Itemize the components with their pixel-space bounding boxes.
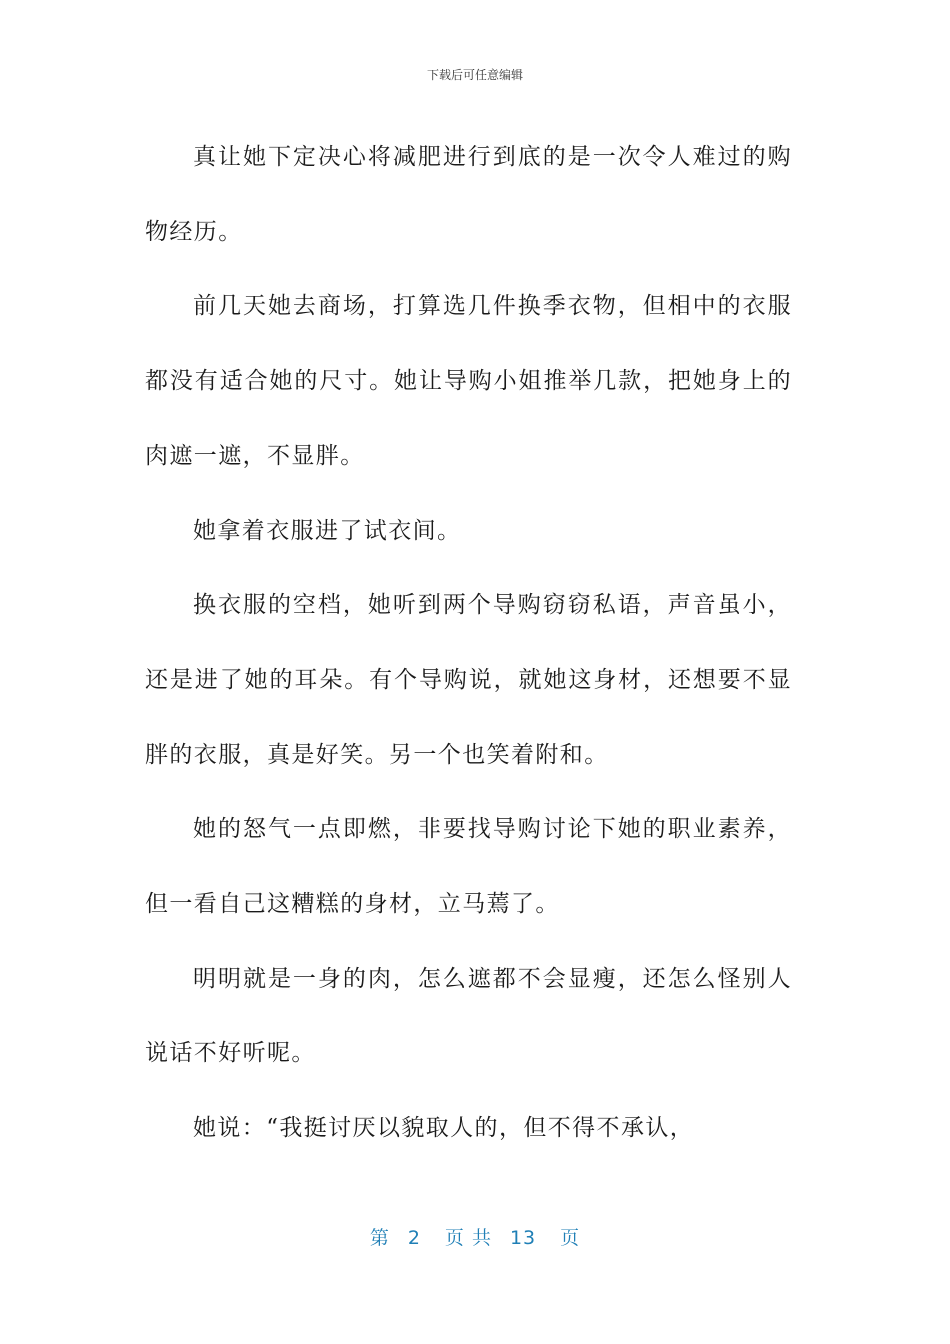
page-footer bbox=[0, 1224, 950, 1252]
paragraph: 前几天她去商场，打算选几件换季衣物，但相中的衣服都没有适合她的尺寸。她让导购小姐推举几款，把她身上的肉遮一遮，不显胖。 bbox=[145, 293, 792, 469]
footer-middle: 页 共 bbox=[444, 1227, 492, 1249]
document-body bbox=[145, 120, 792, 1166]
paragraph: 明明就是一身的肉，怎么遮都不会显瘦，还怎么怪别人说话不好听呢。 bbox=[145, 965, 792, 1067]
paragraph: 她说：“我挺讨厌以貌取人的，但不得不承认， bbox=[193, 1115, 695, 1142]
paragraph: 她拿着衣服进了试衣间。 bbox=[193, 517, 462, 544]
current-page-number: 2 bbox=[407, 1227, 421, 1249]
total-page-count: 13 bbox=[509, 1227, 537, 1249]
footer-suffix: 页 bbox=[560, 1227, 581, 1249]
paragraph: 她的怒气一点即燃，非要找导购讨论下她的职业素养，但一看自己这糟糕的身材，立马蔫了。 bbox=[145, 816, 792, 918]
footer-prefix: 第 bbox=[369, 1227, 390, 1249]
paragraph: 换衣服的空档，她听到两个导购窃窃私语，声音虽小，还是进了她的耳朵。有个导购说，就她这身材，还想要不显胖的衣服，真是好笑。另一个也笑着附和。 bbox=[145, 592, 792, 768]
page-header-note: 下载后可任意编辑 bbox=[426, 68, 523, 82]
paragraph: 真让她下定决心将减肥进行到底的是一次令人难过的购物经历。 bbox=[145, 144, 792, 245]
